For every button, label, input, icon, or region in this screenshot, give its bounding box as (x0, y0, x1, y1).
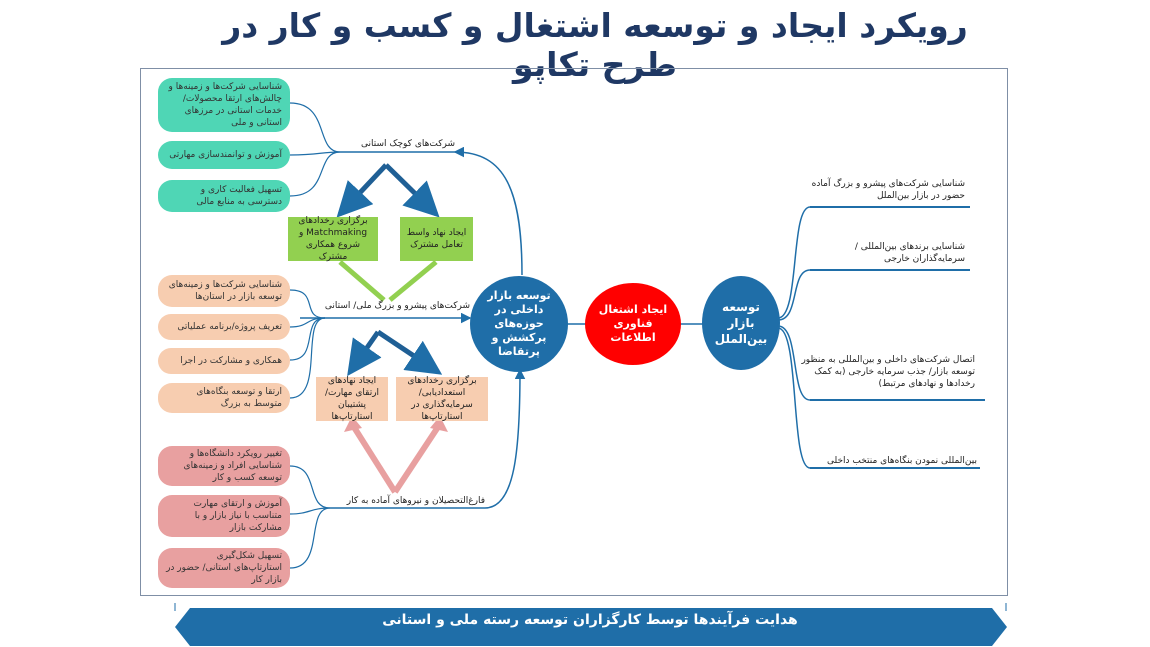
pink-item-skills: آموزش و ارتقای مهارت متناسب با نیاز بازار و با مشارکت بازار (158, 495, 290, 537)
peach-item-identify: شناسایی شرکت‌ها و زمینه‌های توسعه بازار در استان‌ها (158, 275, 290, 307)
green-box-intermediary: ایجاد نهاد واسط تعامل مشترک (400, 217, 473, 261)
right-item-connect: اتصال شرکت‌های داخلی و بین‌المللی به منظور توسعه بازار/ جذب سرمایه خارجی (به کمک رخدادها و نهادهای مرتبط) (801, 355, 975, 389)
page-title: رویکرد ایجاد و توسعه اشتغال و کسب و کار در طرح تکاپو (222, 6, 968, 84)
pink-item-startups: تسهیل شکل‌گیری استارتاپ‌های استانی/ حضور در بازار کار (158, 548, 290, 588)
circle-international-market: توسعه بازار بین‌الملل (702, 276, 780, 370)
circle-domestic-market: توسعه بازار داخلی در حوزه‌های پرکشش و پرتقاضا (470, 276, 568, 372)
peach-item-cooperate: همکاری و مشارکت در اجرا (158, 348, 290, 374)
pink-item-universities: تغییر رویکرد دانشگاه‌ها و شناسایی افراد و زمینه‌های توسعه کسب و کار (158, 446, 290, 486)
circle-it-employment: ایجاد اشتغال فناوری اطلاعات (585, 283, 681, 365)
footer-banner-text: هدایت فرآیندها توسط کارگزاران توسعه رسته ملی و استانی (382, 612, 798, 628)
peach-item-define: تعریف پروژه/برنامه عملیاتی (158, 314, 290, 340)
peach-box-events: برگزاری رخدادهای استعدادیابی/ سرمایه‌گذاری در استارتاپ‌ها (396, 377, 488, 421)
right-item-identify: شناسایی شرکت‌های پیشرو و بزرگ آماده حضور در بازار بین‌الملل (811, 179, 965, 201)
right-item-internationalize: بین‌المللی نمودن بنگاه‌های منتخب داخلی (826, 456, 977, 466)
teal-item-facilitate: تسهیل فعالیت کاری و دسترسی به منابع مالی (158, 180, 290, 212)
branch-graduates: فارغ‌التحصیلان و نیروهای آماده به کار (346, 496, 485, 506)
right-item-brands: شناسایی برندهای بین‌المللی / سرمایه‌گذاران خارجی (854, 242, 965, 264)
peach-box-institutions: ایجاد نهادهای ارتقای مهارت/ پشتیبان استارتاپ‌ها (316, 377, 388, 421)
green-box-matchmaking: برگزاری رخدادهای Matchmaking و شروع همکاری مشترک (288, 217, 378, 261)
branch-large-firms: شرکت‌های پیشرو و بزرگ ملی/ استانی (324, 301, 470, 311)
peach-item-upgrade: ارتقا و توسعه بنگاه‌های متوسط به بزرگ (158, 383, 290, 413)
teal-item-identify: شناسایی شرکت‌ها و زمینه‌ها و چالش‌های ارتقا محصولات/خدمات استانی در مرزهای استانی و ملی (158, 78, 290, 132)
branch-small-firms: شرکت‌های کوچک استانی (361, 139, 455, 149)
teal-item-training: آموزش و توانمندسازی مهارتی (158, 141, 290, 169)
